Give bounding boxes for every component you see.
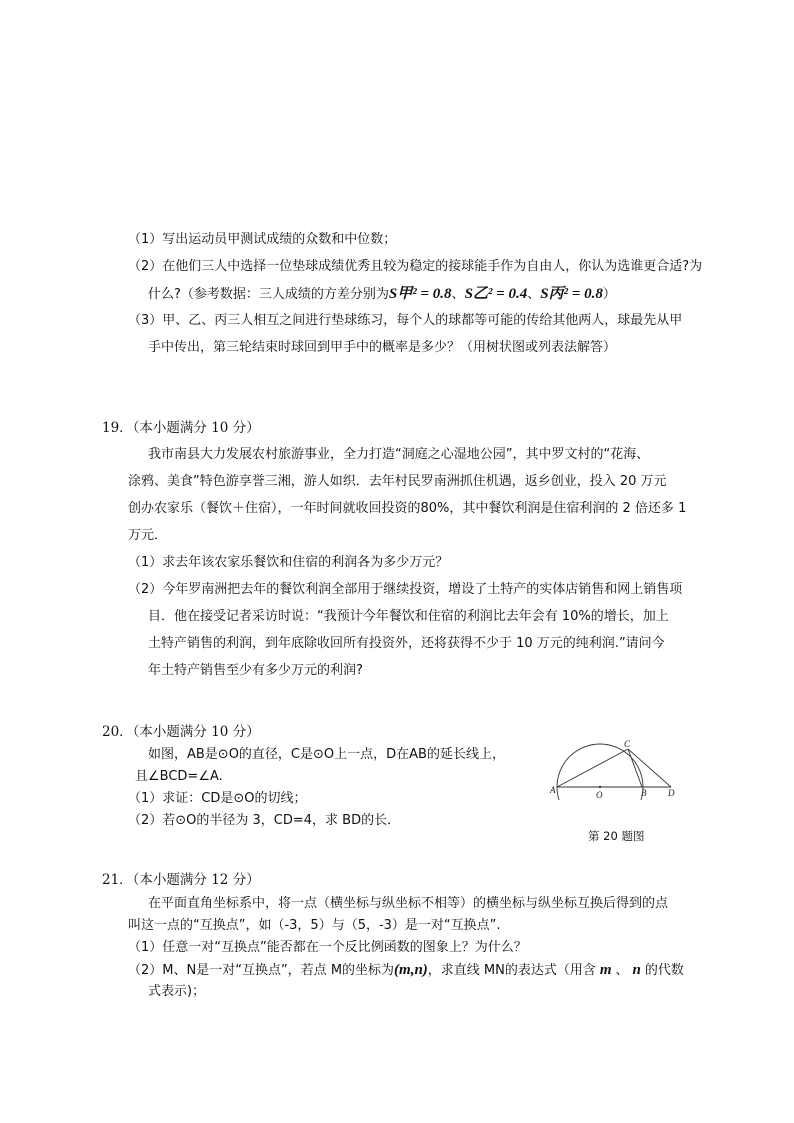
q21-part1: （1）任意一对“互换点”能否都在一个反比例函数的图象上？为什么？	[128, 940, 527, 955]
q21-part2-text-b: ，求直线 MN的表达式（用含	[427, 963, 596, 978]
q18-part2-text: 什么?（参考数据：三人成绩的方差分别为	[148, 287, 389, 302]
q19-part2-line3: 土特产销售的利润，到年底除收回所有投资外，还将获得不少于 10 万元的纯利润.”请问今	[148, 636, 665, 651]
var-n: n	[632, 962, 641, 978]
variance-jia: S甲² = 0.8	[388, 286, 452, 302]
q19-body-line2: 涂鸦、美食”特色游享誉三湘，游人如织．去年村民罗南洲抓住机遇，返乡创业，投入 20 万元	[128, 474, 667, 489]
q21-part2-text-a: （2）M、N是一对“互换点”，若点 M的坐标为	[128, 963, 395, 978]
label-c: C	[624, 739, 631, 749]
q21-part2-line1: （2）M、N是一对“互换点”，若点 M的坐标为(m,n)，求直线 MN的表达式（用含 m 、 n 的代数	[128, 962, 684, 978]
label-b: B	[641, 788, 647, 798]
q20-figure-caption: 第 20 题图	[588, 829, 645, 843]
q21-body-line1: 在平面直角坐标系中，将一点（横坐标与纵坐标不相等）的横坐标与纵坐标互换后得到的点	[148, 896, 669, 911]
q19-title: 19．（本小题满分 10 分）	[102, 420, 260, 436]
q19-body-line3: 创办农家乐（餐饮＋住宿），一年时间就收回投资的80%，其中餐饮利润是住宿利润的 2 倍还多 1	[128, 501, 687, 516]
separator: 、	[527, 287, 541, 302]
q18-part3-line2: 手中传出，第三轮结束时球回到甲手中的概率是多少？（用树状图或列表法解答）	[148, 340, 617, 355]
q20-body-line2: 且∠BCD=∠A.	[135, 769, 223, 784]
q21-title: 21．（本小题满分 12 分）	[102, 872, 260, 888]
variance-yi: S乙² = 0.4	[464, 286, 528, 302]
line-cd	[628, 749, 671, 787]
coord-mn: (m,n)	[394, 962, 428, 978]
q19-part1: （1）求去年该农家乐餐饮和住宿的利润各为多少万元？	[128, 555, 449, 570]
label-a: A	[550, 785, 556, 795]
q18-part2-line2	[148, 284, 616, 305]
var-m: m	[599, 962, 612, 978]
q20-body-line1: 如图，AB是⊙O的直径，C是⊙O上一点，D在AB的延长线上，	[148, 747, 505, 762]
q20-part1: （1）求证：CD是⊙O的切线；	[128, 791, 307, 806]
q18-part3-line1: （3）甲、乙、丙三人相互之间进行垫球练习，每个人的球都等可能的传给其他两人，球最先从甲	[128, 313, 683, 328]
close-paren: ）	[602, 287, 616, 302]
q19-part2-line4: 年土特产销售至少有多少万元的利润?	[148, 663, 363, 678]
q20-part2: （2）若⊙O的半径为 3，CD=4，求 BD的长．	[128, 813, 401, 828]
q18-part1: （1）写出运动员甲测试成绩的众数和中位数；	[128, 232, 397, 247]
q20-figure	[548, 736, 688, 800]
q21-part2-line2: 式表示)；	[148, 984, 206, 999]
q21-body-line2: 叫这一点的“互换点”，如（-3，5）与（5，-3）是一对“互换点”.	[128, 918, 501, 933]
separator: 、	[451, 287, 465, 302]
label-d: D	[668, 788, 675, 798]
variance-bing: S丙² = 0.8	[540, 286, 603, 302]
q19-body-line1: 我市南县大力发展农村旅游事业，全力打造“洞庭之心湿地公园”，其中罗文村的“花海、	[148, 447, 650, 462]
label-o: O	[596, 790, 603, 800]
q20-title: 20．（本小题满分 10 分）	[102, 724, 260, 740]
q19-body-line4: 万元．	[128, 528, 168, 543]
line-ac	[557, 749, 628, 787]
q18-part2-line1: （2）在他们三人中选择一位垫球成绩优秀且较为稳定的接球能手作为自由人，你认为选谁更合适?为	[128, 259, 703, 274]
q19-part2-line1: （2）今年罗南洲把去年的餐饮利润全部用于继续投资，增设了土特产的实体店销售和网上销售项	[128, 582, 683, 597]
q21-part2-text-c: 的代数	[644, 963, 684, 978]
q19-part2-line2: 目．他在接受记者采访时说：“我预计今年餐饮和住宿的利润比去年会有 10%的增长，加上	[148, 609, 669, 624]
center-point	[599, 786, 601, 788]
